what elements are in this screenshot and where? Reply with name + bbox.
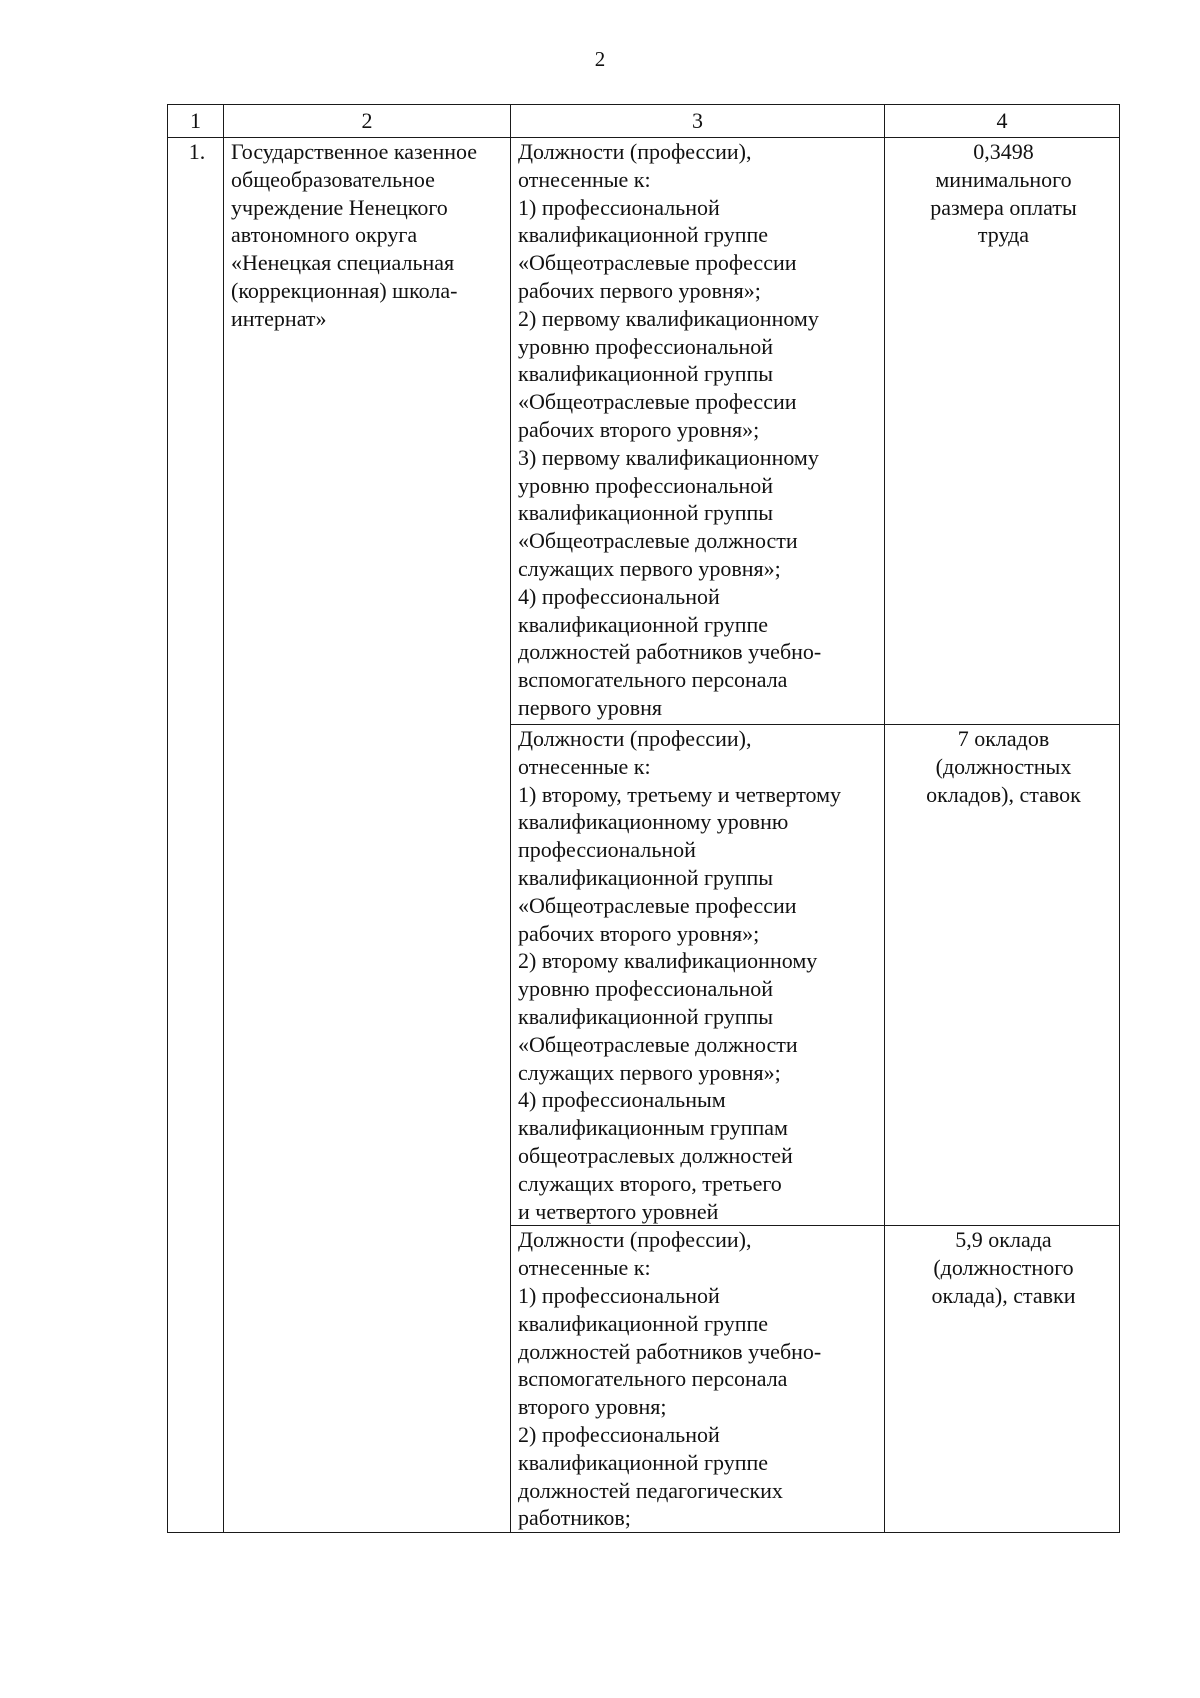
positions-text: Должности (профессии), отнесенные к: 1) профессиональной квалификационной группе должностей работников учебно- вспомогательного персонала второго уровня; 2) профессиональной квалификационной группе должностей педагогических работников; xyxy=(518,1227,822,1531)
factor-text: 5,9 оклада (должностного оклада), ставки xyxy=(931,1227,1076,1308)
factor-cell xyxy=(885,1226,1120,1533)
header-col-2: 2 xyxy=(224,105,511,138)
table-header-row xyxy=(168,105,1120,138)
header-col-4: 4 xyxy=(885,105,1120,138)
institution-cell xyxy=(224,138,511,1533)
page-number: 2 xyxy=(594,47,606,71)
header-col-3: 3 xyxy=(511,105,885,138)
positions-text: Должности (профессии), отнесенные к: 1) профессиональной квалификационной группе «Общеотраслевые профессии рабочих первого уровня»; 2) первому квалификационному уровню профессиональной квалификационной группы «Общеотраслевые профессии рабочих второго уровня»; 3) первому квалификационному уровню профессиональной квалификационной группы «Общеотраслевые должности служащих первого уровня»; 4) профессиональной квалификационной группе должностей работников учебно- вспомогательного персонала первого уровня xyxy=(518,139,822,720)
table-row xyxy=(168,138,1120,725)
salary-table xyxy=(167,104,1120,1533)
factor-text: 7 окладов (должностных окладов), ставок xyxy=(926,726,1081,807)
positions-cell xyxy=(511,138,885,725)
row-number-cell xyxy=(168,138,224,1533)
factor-text: 0,3498 минимального размера оплаты труда xyxy=(930,139,1077,248)
institution-name: Государственное казенное общеобразовательное учреждение Ненецкого автономного округа «Ненецкая специальная (коррекционная) школа- интернат» xyxy=(231,139,478,331)
positions-cell xyxy=(511,1226,885,1533)
row-number: 1. xyxy=(188,139,206,164)
factor-cell xyxy=(885,138,1120,725)
positions-text: Должности (профессии), отнесенные к: 1) второму, третьему и четвертому квалификационному уровню профессиональной квалификационной группы «Общеотраслевые профессии рабочих второго уровня»; 2) второму квалификационному уровню профессиональной квалификационной группы «Общеотраслевые должности служащих первого уровня»; 4) профессиональным квалификационным группам общеотраслевых должностей служащих второго, третьего и четвертого уровней xyxy=(518,726,842,1224)
header-col-1: 1 xyxy=(168,105,224,138)
factor-cell xyxy=(885,725,1120,1226)
positions-cell xyxy=(511,725,885,1226)
